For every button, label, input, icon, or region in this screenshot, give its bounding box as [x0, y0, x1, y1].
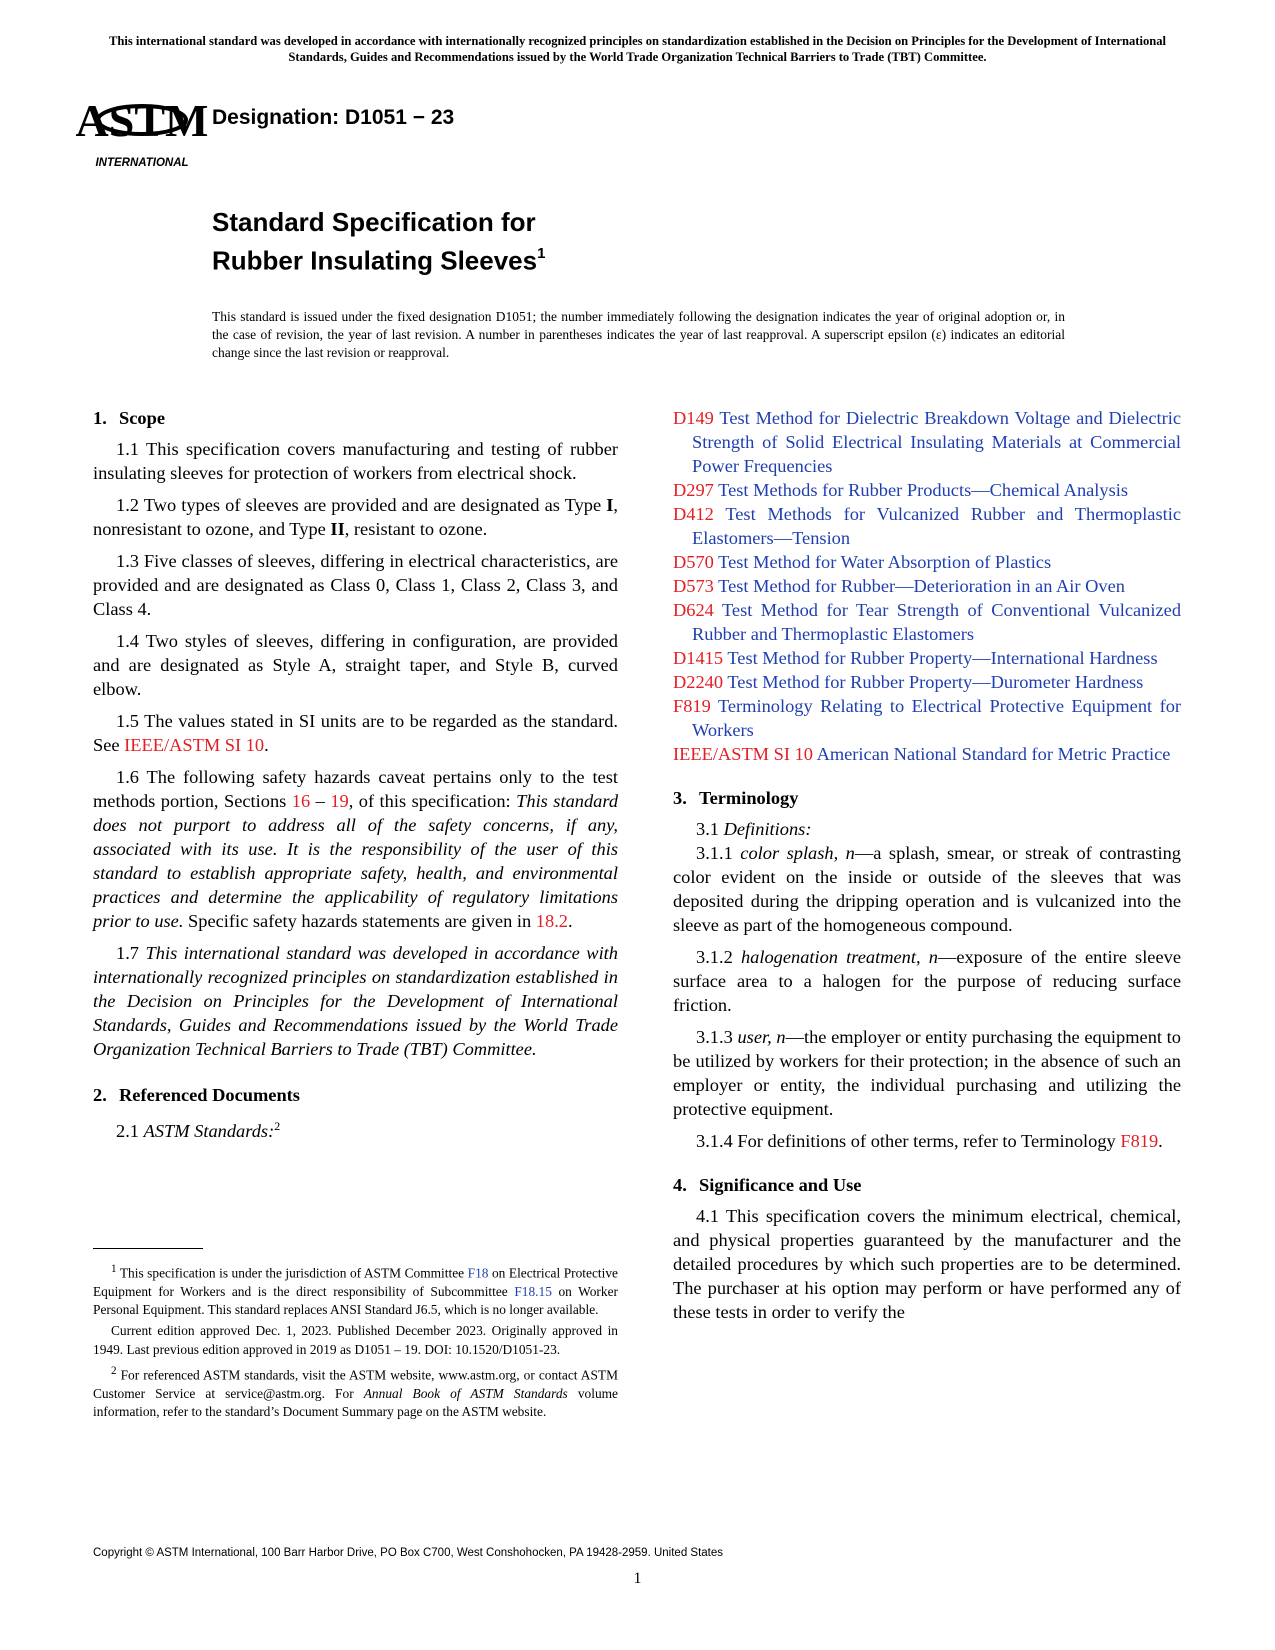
footnote-edition: Current edition approved Dec. 1, 2023. Published December 2023. Originally approved in 1949. Last previous edition approved in 2019 as D1051 – 19. DOI: 10.1520/D1051-23. [93, 1323, 618, 1357]
ref-item[interactable]: F819 Terminology Relating to Electrical Protective Equipment for Workers [673, 696, 1182, 740]
ref-item[interactable]: D412 Test Methods for Vulcanized Rubber and Thermoplastic Elastomers—Tension [673, 504, 1181, 548]
para-3-1-2: 3.1.2 halogenation treatment, n—exposure of the entire sleeve surface area to a halogen for the purpose of reducing surface friction. [673, 947, 1181, 1015]
ref-item[interactable]: D573 Test Method for Rubber—Deterioration in an Air Oven [673, 576, 1125, 596]
section-heading-scope: 1. Scope [93, 408, 165, 428]
para-3-1-3: 3.1.3 user, n—the employer or entity purchasing the equipment to be utilized by workers for their protection; in the absence of such an employer or entity, the individual purchasing and utilizing the protective equipment. [673, 1027, 1181, 1119]
para-1-7: 1.7 This international standard was developed in accordance with internationally recognized principles on standardization established in the Decision on Principles for the Development of International Standards, Guides and Recommendations issued by the World Trade Organization Technical Barriers to Trade (TBT) Committee. [93, 943, 618, 1059]
page-number: 1 [633, 1570, 642, 1587]
link-section-18-2[interactable]: 18.2 [535, 911, 568, 931]
link-f18-15[interactable]: F18.15 [514, 1283, 552, 1299]
section-heading-referenced-documents: 2. Referenced Documents [93, 1085, 300, 1105]
footnotes [93, 1260, 618, 1424]
para-1-4: 1.4 Two styles of sleeves, differing in configuration, are provided and are designated as Style A, straight taper, and Style B, curved elbow. [93, 631, 618, 699]
para-3-1-4: 3.1.4 For definitions of other terms, refer to Terminology F819. [696, 1131, 1163, 1151]
preface-note: This standard is issued under the fixed designation D1051; the number immediately following the designation indicates the year of original adoption or, in the case of revision, the year of last revision. A number in parentheses indicates the year of last reapproval. A superscript epsilon (ε) indicates an editorial change since the last revision or reapproval. [212, 309, 1065, 360]
left-column [93, 406, 618, 1151]
para-1-3: 1.3 Five classes of sleeves, differing in electrical characteristics, are provided and are designated as Class 0, Class 1, Class 2, Class 3, and Class 4. [93, 551, 618, 619]
link-section-16[interactable]: 16 [291, 791, 311, 811]
section-heading-terminology: 3. Terminology [673, 788, 799, 808]
document-title: Standard Specification for Rubber Insulating Sleeves$^1$ [212, 207, 546, 276]
ref-item[interactable]: D2240 Test Method for Rubber Property—Durometer Hardness [673, 672, 1144, 692]
astm-logo [75, 84, 209, 170]
copyright: Copyright © ASTM International, 100 Barr Harbor Drive, PO Box C700, West Conshohocken, PA 19428-2959. United States [93, 1547, 724, 1559]
para-2-1: 2.1 ASTM Standards:$^2$ [116, 1119, 281, 1142]
ref-item[interactable]: D624 Test Method for Tear Strength of Conventional Vulcanized Rubber and Thermoplastic Elastomers [673, 600, 1182, 644]
right-column [673, 406, 1181, 1332]
footnote-2: $^2$ For referenced ASTM standards, visit the ASTM website, www.astm.org, or contact ASTM Customer Service at service@astm.org. For Annual Book of ASTM Standards volume information, refer to the standard’s Document Summary page on the ASTM website. [93, 1364, 618, 1420]
link-f819[interactable]: F819 [1120, 1131, 1159, 1151]
para-4-1: 4.1 This specification covers the minimum electrical, chemical, and physical properties guaranteed by the manufacturer and the detailed procedures by which such properties are to be determined. The purchaser at his option may perform or have performed any of these tests in order to verify the [673, 1206, 1181, 1322]
ref-item[interactable]: D149 Test Method for Dielectric Breakdown Voltage and Dielectric Strength of Solid Electrical Insulating Materials at Commercial Power Frequencies [673, 408, 1181, 476]
link-si10[interactable]: IEEE/ASTM SI 10 [124, 735, 265, 755]
footnote-1: $^1$ This specification is under the jurisdiction of ASTM Committee F18 on Electrical Protective Equipment for Workers and is the direct responsibility of Subcommittee F18.15 on Worker Personal Equipment. This standard replaces ANSI Standard J6.5, which is no longer available. [93, 1263, 618, 1318]
link-section-19[interactable]: 19 [330, 791, 349, 811]
reference-list [673, 406, 1181, 766]
ref-item[interactable]: D1415 Test Method for Rubber Property—International Hardness [673, 648, 1158, 668]
para-1-1: 1.1 This specification covers manufacturing and testing of rubber insulating sleeves for protection of workers from electrical shock. [93, 439, 618, 483]
section-heading-significance: 4. Significance and Use [673, 1175, 862, 1195]
para-1-2: 1.2 Two types of sleeves are provided and are designated as Type I, nonresistant to ozone, and Type II, resistant to ozone. [93, 495, 618, 539]
ref-item[interactable]: D570 Test Method for Water Absorption of Plastics [673, 552, 1052, 572]
logo-subtitle: INTERNATIONAL [95, 157, 189, 169]
designation: Designation: D1051 − 23 [212, 106, 455, 129]
ref-item[interactable]: IEEE/ASTM SI 10 American National Standard for Metric Practice [673, 744, 1171, 764]
footnote-rule [93, 1248, 203, 1249]
para-3-1-1: 3.1.1 color splash, n—a splash, smear, or streak of contrasting color evident on the inside or outside of the sleeves that was deposited during the dripping operation and is vulcanized into the sleeve as part of the homogeneous compound. [673, 843, 1181, 935]
para-1-5: 1.5 The values stated in SI units are to be regarded as the standard. See IEEE/ASTM SI 10. [93, 711, 618, 755]
link-f18[interactable]: F18 [467, 1265, 489, 1281]
logo-letters: ASTM [75, 95, 209, 146]
para-1-6: 1.6 The following safety hazards caveat pertains only to the test methods portion, Sections 16 – 19, of this specification: This standard does not purport to address all of the safety concerns, if any, associated with its use. It is the responsibility of the user of this standard to establish appropriate safety, health, and environmental practices and determine the applicability of regulatory limitations prior to use. Specific safety hazards statements are given in 18.2. [93, 767, 619, 931]
ref-item[interactable]: D297 Test Methods for Rubber Products—Chemical Analysis [673, 480, 1129, 500]
tbt-notice: This international standard was developed in accordance with internationally recognized principles on standardization established in the Decision on Principles for the Development of International Standards, Guides and Recommendations issued by the World Trade Organization Technical Barriers to Trade (TBT) Committee. [108, 34, 1167, 64]
para-3-1: 3.1 Definitions: [696, 819, 812, 839]
